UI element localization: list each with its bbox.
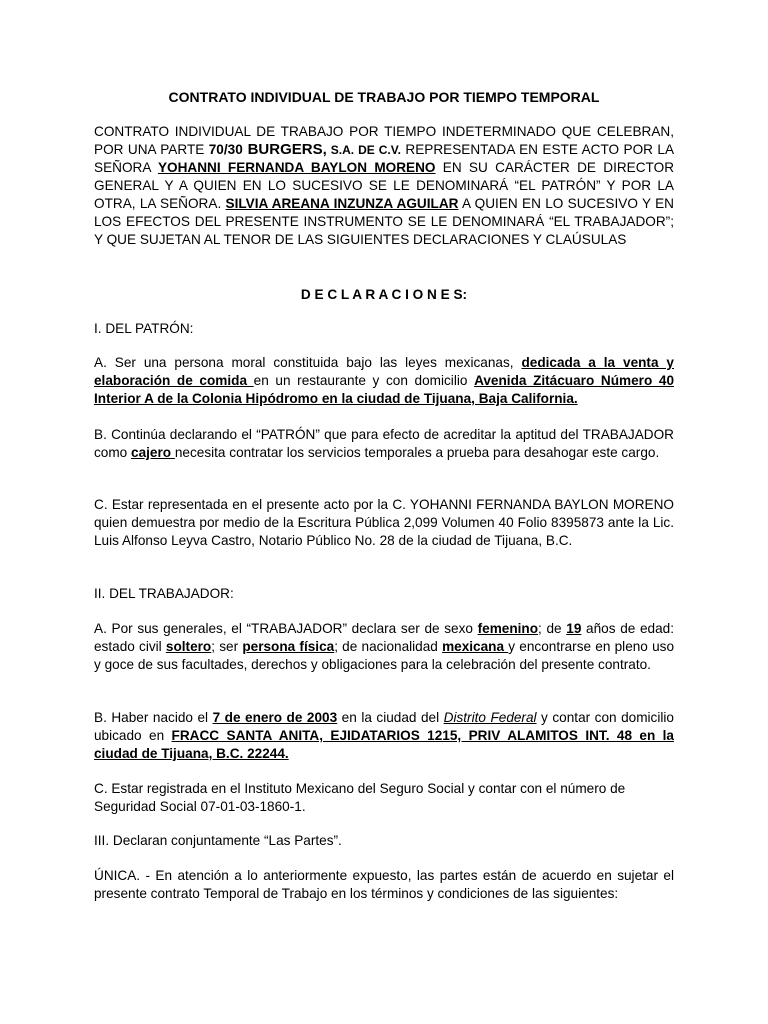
section-trabajador-heading: II. DEL TRABAJADOR: <box>94 586 234 601</box>
worker-person-type: persona física <box>242 639 335 654</box>
section-partes-heading: III. Declaran conjuntamente “Las Partes”. <box>94 833 342 848</box>
clause-1a: A. Ser una persona moral constituida bajo las leyes mexicanas, dedicada a la venta y elaboración de comida en un restaurante y con domicilio Avenida Zitácuaro Número 40 Interior A de la Colonia Hipódromo en la ciudad de Tijuana, Baja California. <box>94 355 675 406</box>
worker-age: 19 <box>566 621 582 636</box>
clause-2c: C. Estar registrada en el Instituto Mexicano del Seguro Social y contar con el número de Seguridad Social 07-01-03-1860-1. <box>94 781 626 814</box>
worker-civil-status: soltero <box>165 639 212 654</box>
clause-2b: B. Haber nacido el 7 de enero de 2003 en la ciudad del Distrito Federal y contar con domicilio ubicado en FRACC SANTA ANITA, EJIDATARIOS 1215, PRIV ALAMITOS INT. 48 en la ciudad de Tijuana, B.C. 22244. <box>94 710 674 761</box>
clause-1c: C. Estar representada en el presente acto por la C. YOHANNI FERNANDA BAYLON MORENO quien demuestra por medio de la Escritura Pública 2,099 Volumen 40 Folio 8395873 ante la Lic. Luis Alfonso Leyva Castro, Notario Público No. 28 de la ciudad de Tijuana, B.C. <box>94 497 674 548</box>
document-title: CONTRATO INDIVIDUAL DE TRABAJO POR TIEMPO TEMPORAL <box>168 89 600 105</box>
intro-text-4: A QUIEN EN LO SUCESIVO Y EN LOS EFECTOS DEL PRESENTE INSTRUMENTO SE LE DENOMINARÁ “EL TRABAJADOR”; Y QUE SUJETAN AL TENOR DE LAS SIGUIENTES DECLARACIONES Y CLAÚSULAS <box>94 196 674 247</box>
director-name: YOHANNI FERNANDA BAYLON MORENO <box>157 160 436 175</box>
clause-2a: A. Por sus generales, el “TRABAJADOR” declara ser de sexo femenino; de 19 años de edad: estado civil soltero; ser persona física; de nacionalidad mexicana y encontrarse en pleno uso y goce de sus facultades, derechos y obligaciones para la celebración del presente contrato. <box>94 621 674 672</box>
worker-address: FRACC SANTA ANITA, EJIDATARIOS 1215, PRIV ALAMITOS INT. 48 en la ciudad de Tijuana, B.C. 22244. <box>94 728 674 761</box>
worker-birthplace: Distrito Federal <box>443 710 537 725</box>
worker-nationality: mexicana <box>442 639 509 654</box>
company-number: 70/30 <box>208 142 243 157</box>
business-address: Avenida Zitácuaro Número 40 Interior A de la Colonia Hipódromo en la ciudad de Tijuana, Baja California. <box>94 373 675 406</box>
intro-text-3: EN SU CARÁCTER DE DIRECTOR GENERAL Y A QUIEN EN LO SUCESIVO SE LE DENOMINARÁ “EL PATRÓN” Y POR LA OTRA, LA SEÑORA. <box>94 160 675 211</box>
job-position: cajero <box>131 445 175 460</box>
clause-unica: ÚNICA. - En atención a lo anteriormente expuesto, las partes están de acuerdo en sujetar el presente contrato Temporal de Trabajo en los términos y condiciones de las siguientes: <box>94 868 674 901</box>
clause-1b: B. Continúa declarando el “PATRÓN” que para efecto de acreditar la aptitud del TRABAJADOR como cajero necesita contratar los servicios temporales a prueba para desahogar este cargo. <box>94 427 674 460</box>
worker-birthdate: 7 de enero de 2003 <box>212 710 338 725</box>
company-name: BURGERS, <box>242 141 327 158</box>
intro-text-2: REPRESENTADA EN ESTE ACTO POR LA SEÑORA <box>94 142 675 175</box>
worker-sex: femenino <box>477 621 539 636</box>
declaraciones-heading: D E C L A R A C I O N E S: <box>300 287 468 302</box>
worker-name: SILVIA AREANA INZUNZA AGUILAR <box>225 196 459 211</box>
intro-text-1: CONTRATO INDIVIDUAL DE TRABAJO POR TIEMPO INDETERMINADO QUE CELEBRAN, POR UNA PARTE <box>94 124 674 157</box>
intro-paragraph <box>94 123 674 249</box>
company-suffix: S.A. DE C.V. <box>326 143 401 157</box>
section-patron-heading: I. DEL PATRÓN: <box>94 321 194 336</box>
business-activity: dedicada a la venta y elaboración de comida <box>94 355 674 388</box>
